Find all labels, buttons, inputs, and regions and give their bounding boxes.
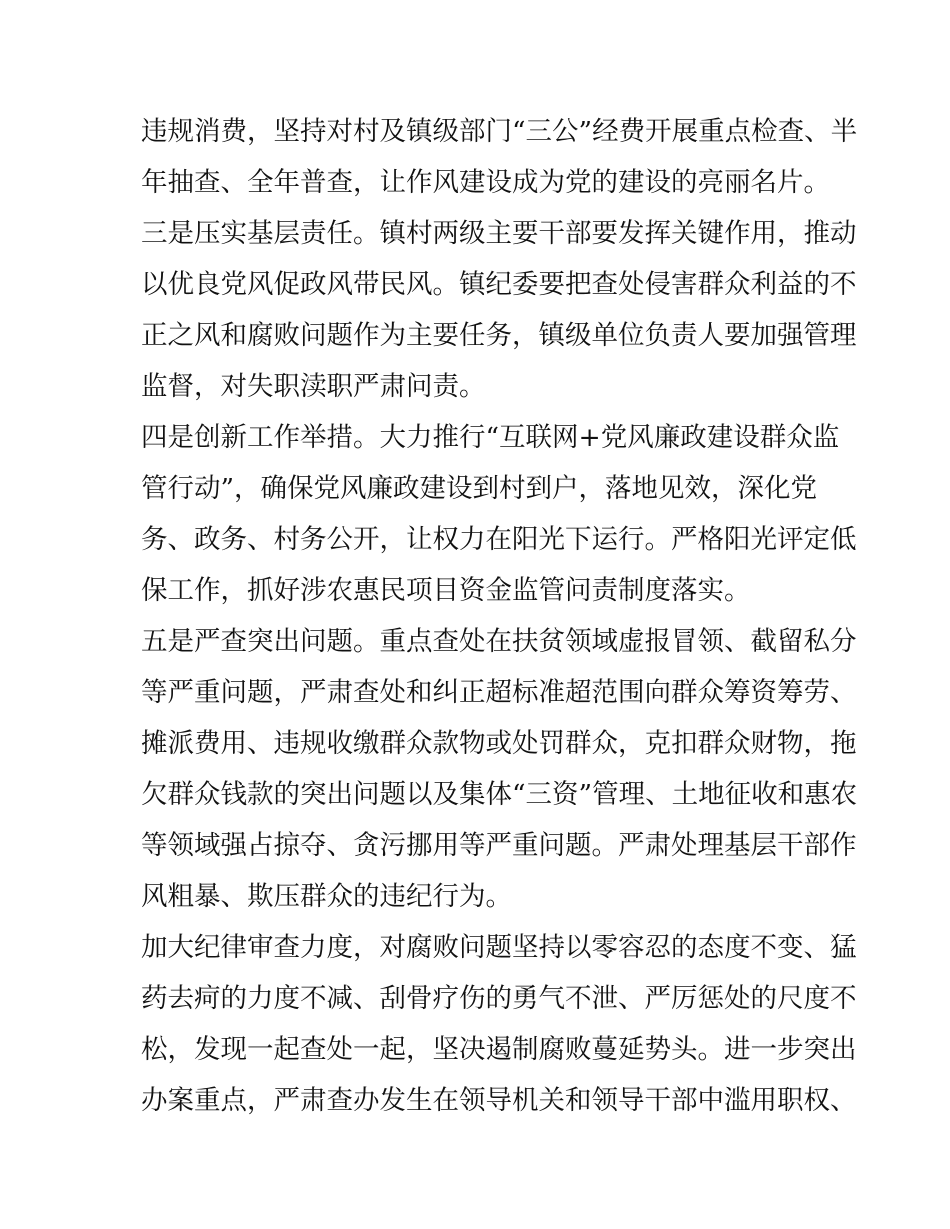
text-line: 年抽查、全年普查，让作风建设成为党的建设的亮丽名片。 [141,167,830,198]
text-line: 四是创新工作举措。大力推行“互联网+党风廉政建设群众监 [141,422,840,453]
text-line: 监督，对失职渎职严肃问责。 [141,371,486,402]
text-line: 办案重点，严肃查办发生在领导机关和领导干部中滥用职权、 [141,1085,857,1116]
text-line: 风粗暴、欺压群众的违纪行为。 [141,881,512,912]
text-line: 三是压实基层责任。镇村两级主要干部要发挥关键作用，推动 [141,218,857,249]
text-line: 药去疴的力度不减、刮骨疗伤的勇气不泄、严厉惩处的尺度不 [141,983,857,1014]
text-line: 摊派费用、违规收缴群众款物或处罚群众，克扣群众财物，拖 [141,728,857,759]
text-line: 违规消费，坚持对村及镇级部门“三公”经费开展重点检查、半 [141,116,858,147]
text-line: 保工作，抓好涉农惠民项目资金监管问责制度落实。 [141,575,751,606]
text-line: 欠群众钱款的突出问题以及集体“三资”管理、土地征收和惠农 [141,779,858,810]
text-line: 等严重问题，严肃查处和纠正超标准超范围向群众筹资筹劳、 [141,677,857,708]
text-line: 五是严查突出问题。重点查处在扶贫领域虚报冒领、截留私分 [141,626,857,657]
text-line: 务、政务、村务公开，让权力在阳光下运行。严格阳光评定低 [141,524,857,555]
text-line: 以优良党风促政风带民风。镇纪委要把查处侵害群众利益的不 [141,269,857,300]
text-line: 管行动”，确保党风廉政建设到村到户，落地见效，深化党 [141,473,818,504]
text-line: 加大纪律审查力度，对腐败问题坚持以零容忍的态度不变、猛 [141,932,857,963]
body-text [141,106,858,1126]
text-line: 正之风和腐败问题作为主要任务，镇级单位负责人要加强管理 [141,320,857,351]
text-line: 松，发现一起查处一起，坚决遏制腐败蔓延势头。进一步突出 [141,1034,857,1065]
text-line: 等领域强占掠夺、贪污挪用等严重问题。严肃处理基层干部作 [141,830,857,861]
